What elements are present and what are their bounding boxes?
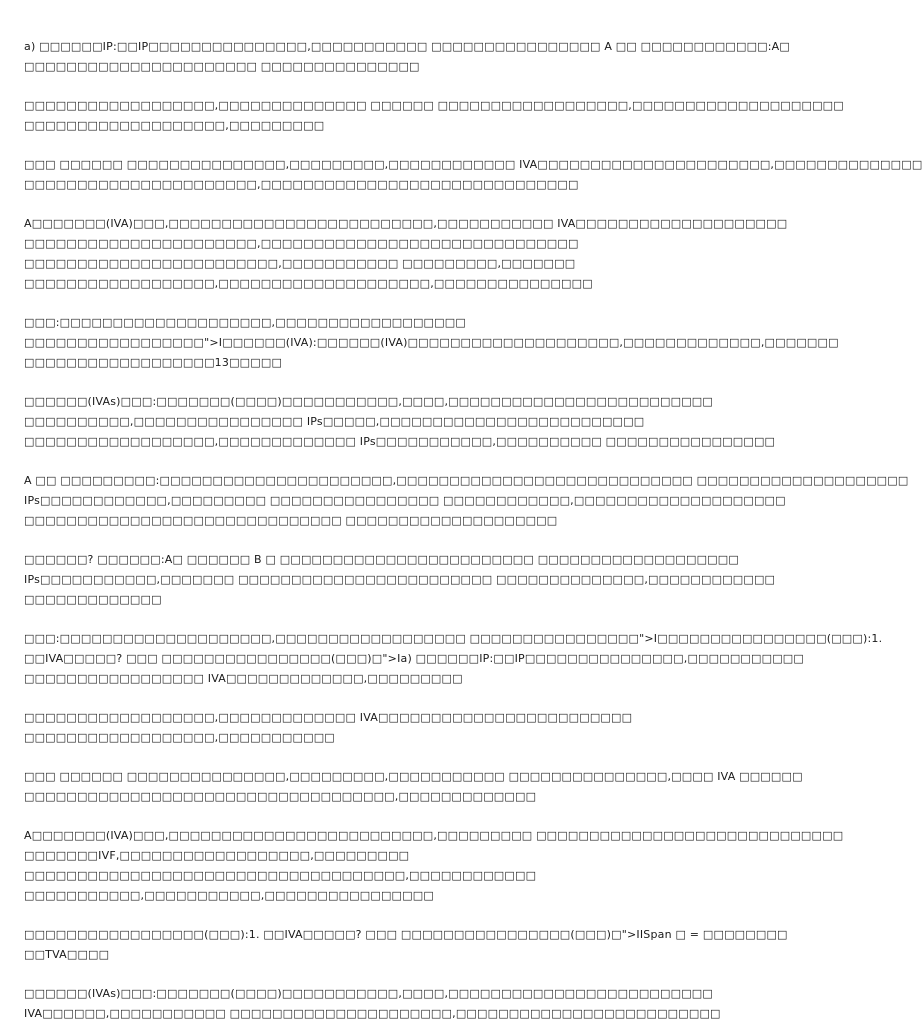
- text-line: □□□:□□□□□□□□□□□□□□□□□□□□,□□□□□□□□□□□□□□□□□□: [24, 316, 466, 329]
- text-line: □□□□□□□□□□□□□□□□□□,□□□□□□□□□□□: [24, 731, 335, 744]
- text-line: □□□□□□□□□□□□□□□□□□□□□□ □□□□□□□□□□□□□□□: [24, 60, 420, 73]
- text-line: □□□□□□□□□□□□□□□□□ IVA□□□□□□□□□□□□□,□□□□□□□□□: [24, 672, 463, 685]
- text-line: □□□□□□□□□□□□□□□□□(□□□):1. □□IVA□□□□□? □□□ □□□□□□□□□□□□□□□□(□□□)□">IISpan □ = □□□□□□□□: [24, 928, 788, 941]
- text-line: □□□□□□□□□□□□□□□□□□,□□□□□□□□□□□□□□ □□□□□□ □□□□□□□□□□□□□□□□□□,□□□□□□□□□□□□□□□□□□□□: [24, 99, 844, 112]
- paragraph-6: [24, 392, 776, 452]
- text-line: a) □□□□□□IP:□□IP□□□□□□□□□□□□□□□,□□□□□□□□□□□ □□□□□□□□□□□□□□□□ A □□ □□□□□□□□□□□□:A□: [24, 40, 790, 53]
- paragraph-7: [24, 471, 909, 531]
- text-line: □□□□□□□□□□□,□□□□□□□□□□□,□□□□□□□□□□□□□□□□: [24, 889, 434, 902]
- text-line: IPs□□□□□□□□□□□□,□□□□□□□□□ □□□□□□□□□□□□□□□□ □□□□□□□□□□□□,□□□□□□□□□□□□□□□□□□□□: [24, 494, 786, 507]
- paragraph-11: [24, 767, 803, 807]
- text-line: □□□□□□□□□□□□□: [24, 593, 162, 606]
- text-line: □□□□□□□□□□□□□□□□□□□□□□□□□□□□□□□□□□□□,□□□□□□□□□□□□: [24, 869, 537, 882]
- text-line: □□□ □□□□□□ □□□□□□□□□□□□□□□,□□□□□□□□□,□□□□□□□□□□□ □□□□□□□□□□□□□□□,□□□□ IVA □□□□□□: [24, 770, 803, 783]
- text-line: A□□□□□□□(IVA)□□□,□□□□□□□□□□□□□□□□□□□□□□□□□,□□□□□□□□□□□ IVA□□□□□□□□□□□□□□□□□□□□: [24, 217, 788, 230]
- text-line: □□□□□□□□□□□□□□□□□□,□□□□□□□□□□□□□ IPs□□□□□□□□□□□,□□□□□□□□□□ □□□□□□□□□□□□□□□□: [24, 435, 776, 448]
- paragraph-9: [24, 629, 883, 689]
- paragraph-10: [24, 708, 700, 748]
- paragraph-13: [24, 925, 788, 965]
- text-line: □□IVA□□□□□? □□□ □□□□□□□□□□□□□□□□(□□□)□">Ia) □□□□□□IP:□□IP□□□□□□□□□□□□□□□,□□□□□□□□□□□: [24, 652, 804, 665]
- text-line: □□□□□□? □□□□□□:A□ □□□□□□ B □ □□□□□□□□□□□□□□□□□□□□□□□□ □□□□□□□□□□□□□□□□□□□: [24, 553, 739, 566]
- text-line: □□□□□□□IVF,□□□□□□□□□□□□□□□□□□,□□□□□□□□□: [24, 849, 410, 862]
- text-line: □□□□□□□□□□□□□□□□□□,□□□□□□□□□□□□□ IVA□□□□□□□□□□□□□□□□□□□□□□□□: [24, 711, 633, 724]
- text-line: □□□□□□(IVAs)□□□:□□□□□□□(□□□□)□□□□□□□□□□□,□□□□,□□□□□□□□□□□□□□□□□□□□□□□□□: [24, 987, 713, 1000]
- paragraph-4: [24, 214, 788, 294]
- paragraph-2: [24, 96, 844, 136]
- text-line: □□□□□□□□□□□□□□□□□□□□□□□□,□□□□□□□□□□□ □□□□□□□□□,□□□□□□□: [24, 257, 576, 270]
- paragraph-8: [24, 550, 776, 610]
- text-line: □□□□□□□□□□□□□□□□□">I□□□□□□(IVA):□□□□□□(IVA)□□□□□□□□□□□□□□□□□□□□,□□□□□□□□□□□□□,□□□□□□□: [24, 336, 839, 349]
- text-line: IVA□□□□□□,□□□□□□□□□□□ □□□□□□□□□□□□□□□□□□□□□,□□□□□□□□□□□□□□□□□□□□□□□□□: [24, 1007, 721, 1020]
- text-line: A□□□□□□□(IVA)□□□,□□□□□□□□□□□□□□□□□□□□□□□□□,□□□□□□□□□ □□□□□□□□□□□□□□□□□□□□□□□□□□□□□: [24, 829, 844, 842]
- text-line: □□□□□□□□□□□□□□□□□□□,□□□□□□□□□: [24, 119, 325, 132]
- text-line: □□□□□□□□□□□□□□□□□□□□□□□□□□□□□□ □□□□□□□□□□□□□□□□□□□□: [24, 514, 558, 527]
- text-line: □□TVA□□□□: [24, 948, 110, 961]
- text-line: □□□□□□□□□□□□□□□□□□13□□□□□: [24, 356, 283, 369]
- text-line: □□□□□□□□□□□□□□□□□□,□□□□□□□□□□□□□□□□□□□□,□□□□□□□□□□□□□□□: [24, 277, 593, 290]
- text-line: A □□ □□□□□□□□□:□□□□□□□□□□□□□□□□□□□□□□,□□□□□□□□□□□□□□□□□□□□□□□□□□□□ □□□□□□□□□□□□□□□□□□□□: [24, 474, 909, 487]
- text-line: IPs□□□□□□□□□□□,□□□□□□□ □□□□□□□□□□□□□□□□□□□□□□□□ □□□□□□□□□□□□□□,□□□□□□□□□□□□: [24, 573, 776, 586]
- paragraph-14: [24, 984, 721, 1024]
- text-line: □□□□□□□□□□□□□□□□□□□□□□□□□□□□□□□□□□□,□□□□□□□□□□□□□: [24, 790, 537, 803]
- text-line: □□□ □□□□□□ □□□□□□□□□□□□□□□,□□□□□□□□□,□□□□□□□□□□□□ IVA□□□□□□□□□□□□□□□□□□□□□□,□□□□□□□□□□□□□□: [24, 158, 922, 171]
- text-line: □□□□□□□□□□□□□□□□□□□□□□,□□□□□□□□□□□□□□□□□□□□□□□□□□□□□□: [24, 178, 579, 191]
- text-line: □□□□□□□□□□□□□□□□□□□□□□,□□□□□□□□□□□□□□□□□□□□□□□□□□□□□□: [24, 237, 579, 250]
- paragraph-3: [24, 155, 922, 195]
- paragraph-12: [24, 826, 844, 906]
- text-line: □□□:□□□□□□□□□□□□□□□□□□□□,□□□□□□□□□□□□□□□□□□ □□□□□□□□□□□□□□□□">I□□□□□□□□□□□□□□□□(□□□):1.: [24, 632, 883, 645]
- text-line: □□□□□□(IVAs)□□□:□□□□□□□(□□□□)□□□□□□□□□□□,□□□□,□□□□□□□□□□□□□□□□□□□□□□□□□: [24, 395, 713, 408]
- paragraph-5: [24, 313, 839, 373]
- text-line: □□□□□□□□□□,□□□□□□□□□□□□□□□□ IPs□□□□□,□□□□□□□□□□□□□□□□□□□□□□□□□: [24, 415, 645, 428]
- paragraph-1: [24, 37, 790, 77]
